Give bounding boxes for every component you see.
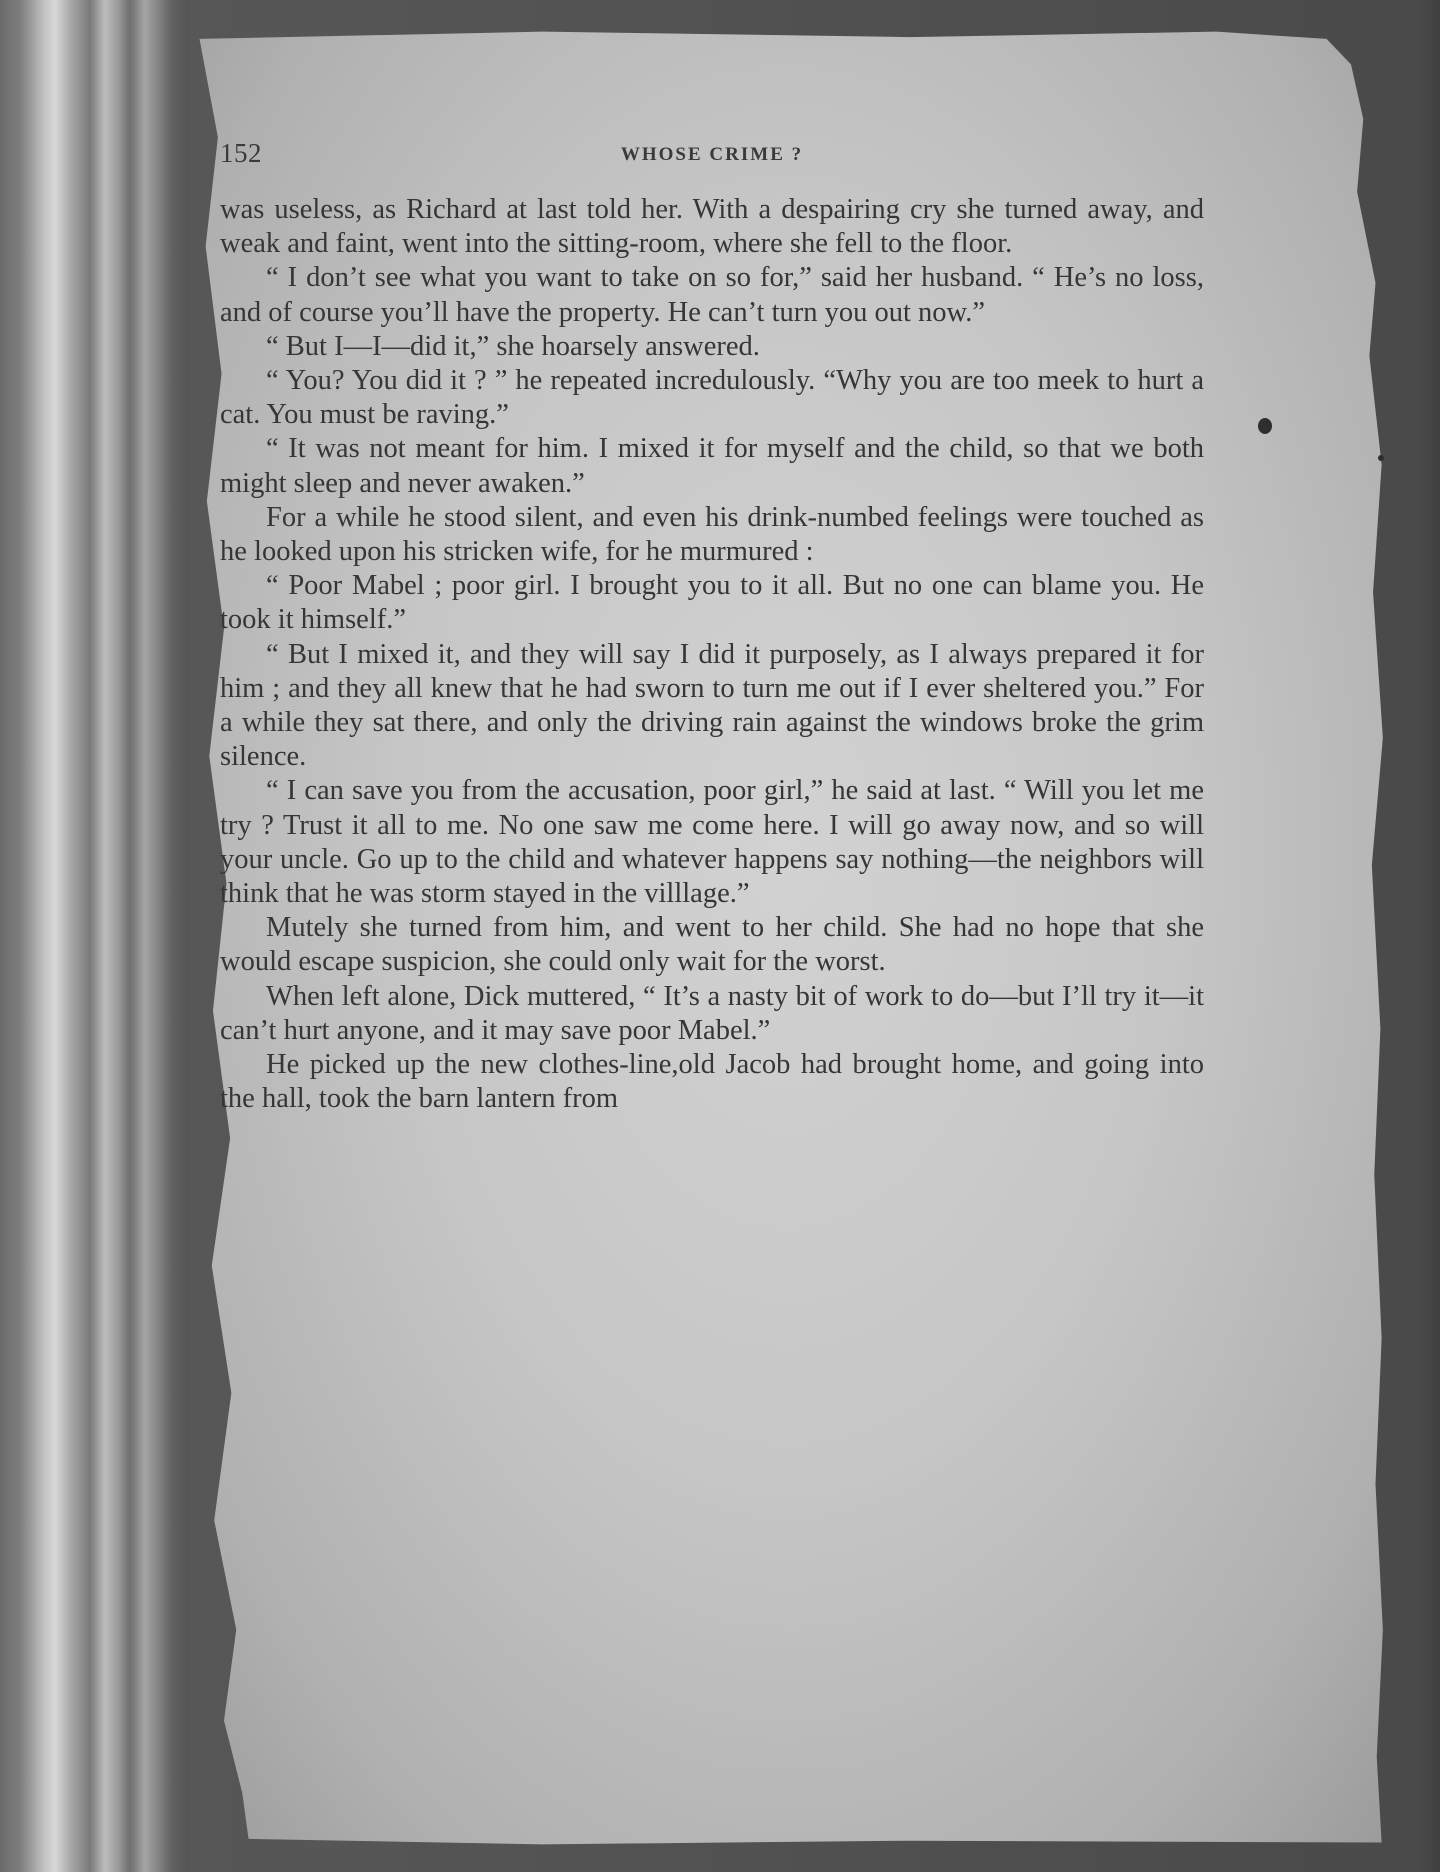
paragraph: “ I can save you from the accusation, poor girl,” he said at last. “ Will you let me try ? Trust it all to me. No one saw me come here. I will go away now, and so will your uncle. Go up to the child and whatever happens say nothing—the neighbors will think that he was storm stayed in the villlage.”: [220, 775, 1204, 910]
paragraph: When left alone, Dick muttered, “ It’s a nasty bit of work to do—but I’ll try it—it can’t hurt anyone, and it may save poor Mabel.”: [220, 980, 1204, 1046]
paragraph: “ But I—I—did it,” she hoarsely answered.: [266, 330, 760, 362]
ink-blot: [1258, 418, 1272, 434]
body-text: [220, 193, 1204, 1116]
ink-dot: [1378, 455, 1384, 461]
paragraph: was useless, as Richard at last told her. With a despairing cry she turned away, and weak and faint, went into the sitting-room, where she fell to the floor.: [220, 194, 1204, 260]
book-spine: [0, 0, 190, 1872]
paragraph: “ It was not meant for him. I mixed it for myself and the child, so that we both might sleep and never awaken.”: [220, 433, 1204, 499]
running-head: WHOSE CRIME ?: [620, 144, 804, 165]
paragraph: For a while he stood silent, and even his drink-numbed feelings were touched as he looked upon his stricken wife, for he murmured :: [220, 501, 1204, 568]
page-number: 152: [220, 138, 262, 168]
paragraph: “ You? You did it ? ” he repeated incredulously. “Why you are too meek to hurt a cat. You must be raving.”: [220, 365, 1204, 431]
paragraph: “ Poor Mabel ; poor girl. I brought you to it all. But no one can blame you. He took it himself.”: [220, 570, 1204, 636]
paragraph: He picked up the new clothes-line,old Jacob had brought home, and going into the hall, took the barn lantern from: [220, 1049, 1204, 1115]
paragraph: “ I don’t see what you want to take on so for,” said her husband. “ He’s no loss, and of course you’ll have the property. He can’t turn you out now.”: [220, 262, 1204, 328]
paragraph: Mutely she turned from him, and went to her child. She had no hope that she would escape suspicion, she could only wait for the worst.: [220, 912, 1204, 978]
paragraph: “ But I mixed it, and they will say I did it purposely, as I always prepared it for him ; and they all knew that he had sworn to turn me out if I ever sheltered you.” For a while they sat there, and only the driving rain against the windows broke the grim silence.: [220, 638, 1204, 773]
page-header: [220, 138, 1204, 178]
